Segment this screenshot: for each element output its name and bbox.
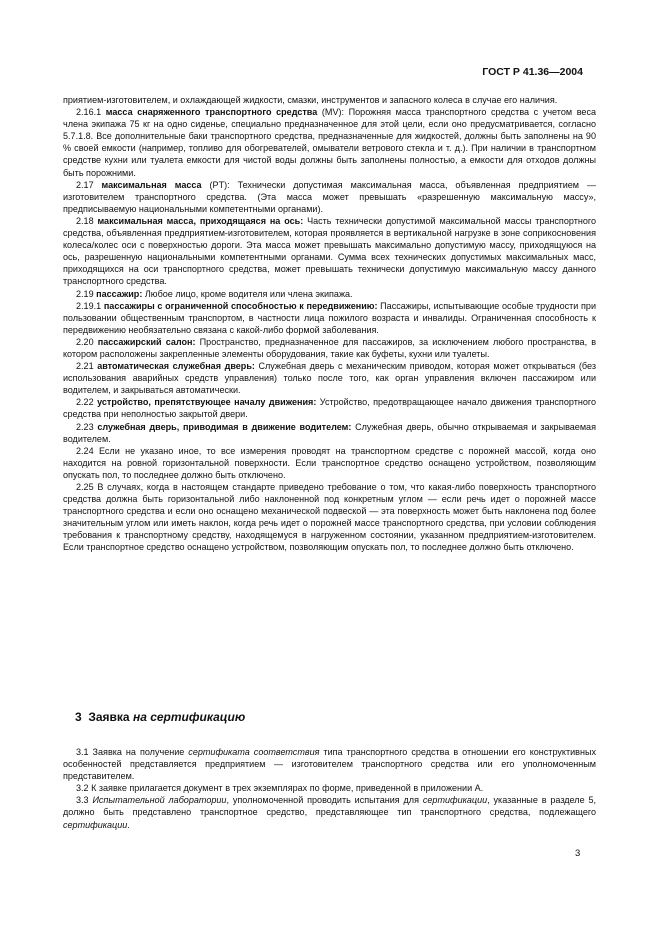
text-run: 3.3 <box>76 795 93 806</box>
defined-term: пассажирский салон: <box>97 336 196 347</box>
text-run: типа транспортного средства в отношении его конструктивных особенностей представляется предприятием — изготовителем транспортного средства или его уполномоченным представителем. <box>63 747 596 782</box>
text-run: 3.1 Заявка на получение <box>76 747 189 757</box>
italic-term: сертификации <box>422 795 488 806</box>
defined-term: пассажиры с ограниченной способностью к передвижению: <box>103 300 378 311</box>
page-number: 3 <box>575 848 581 859</box>
definitions-text <box>63 94 596 554</box>
clause-number: 2.20 <box>76 336 94 347</box>
paragraph-2-20 <box>63 336 596 360</box>
definition-text: Служебная дверь с механическим приводом, которая может открываться (без использования аварийных средств управления) только после того, как орган управления включен пассажиром или водителем, и закрываться автоматически. <box>63 361 596 396</box>
paragraph-2-18 <box>63 215 596 288</box>
section-3-text <box>63 746 596 831</box>
defined-term: максимальная масса, приходящаяся на ось: <box>97 215 304 226</box>
definition-text: Пространство, предназначенное для пассажиров, за исключением любого пространства, в котором расположены закрепленные элементы оборудования, такие как буфеты, кухни или туалеты. <box>63 336 597 359</box>
paragraph-2-19 <box>63 288 596 300</box>
clause-number: 2.19 <box>76 288 94 299</box>
italic-term: сертификации <box>63 819 128 830</box>
section-title-italic: на сертификацию <box>132 710 246 724</box>
paragraph-2-23 <box>63 421 596 445</box>
definition-text: Часть технически допустимой максимальной массы транспортного средства, объявленная предприятием-изготовителем, которая проявляется в вертикальной нагрузке в зоне соприкосновения колеса/колес оси с поверхностью дороги. Эта масса может превышать максимально допустимую массу, приходящуюся на ось, разрешенную национальными компетентными органами. Сумма всех технических допустимых максимальных масс, приходящихся на оси транспортного средства, может превышать технически допустимую максимальную массу данного транспортного средства. <box>63 215 596 287</box>
clause-number: 2.21 <box>76 361 94 372</box>
clause-number: 2.22 <box>76 397 94 408</box>
defined-term: масса снаряженного транспортного средства <box>105 107 318 118</box>
section-title-plain: Заявка <box>88 710 133 724</box>
clause-number: 2.18 <box>76 215 94 226</box>
clause-number: 2.23 <box>76 421 94 432</box>
paragraph-2-16-1 <box>63 106 596 179</box>
paragraph-2-19-1 <box>63 300 596 336</box>
clause-number: 2.16.1 <box>76 107 102 118</box>
definition-text: Пассажиры, испытывающие особые трудности при пользовании общественным транспортом, в частности лица пожилого возраста и инвалиды. Ограниченная способность к передвижению необязательно связана с какой-либо формой заболевания. <box>63 300 596 335</box>
paragraph-continuation: приятием-изготовителем, и охлаждающей жидкости, смазки, инструментов и запасного колеса в случае его наличия. <box>63 95 558 105</box>
section-heading <box>75 710 245 724</box>
document-code-header: ГОСТ Р 41.36—2004 <box>482 66 583 78</box>
italic-term: Испытательной лаборатории <box>92 795 227 806</box>
defined-term: служебная дверь, приводимая в движение водителем: <box>97 421 352 432</box>
italic-term: сертификата соответствия <box>188 747 320 757</box>
paragraph-3-2: 3.2 К заявке прилагается документ в трех экземплярах по форме, приведенной в приложении А. <box>76 783 484 794</box>
paragraph-2-24: 2.24 Если не указано иное, то все измерения проводят на транспортном средстве с порожней массой, когда оно находится на ровной горизонтальной поверхности. Если транспортное средство оснащено устройством, позволяющим опускать пол, то последнее должно быть отключено. <box>63 445 596 480</box>
section-number: 3 <box>75 710 82 724</box>
paragraph-2-21 <box>63 360 596 396</box>
paragraph-3-3 <box>63 794 596 830</box>
defined-term: максимальная масса <box>101 179 202 190</box>
paragraph-2-25: 2.25 В случаях, когда в настоящем стандарте приведено требование о том, что какая-либо поверхность транспортного средства должна быть горизонтальной либо наклоненной под конкретным углом — если речь идет о порожней массе транспортного средства и если оно оснащено механической подвеской — эта поверхность может быть наклонена под более значительным углом или иметь наклон, когда речь идет о порожней массе транспортного средства, при условии соблюдения требования к транспортному средству, находящемуся в нагруженном состоянии, указанном предприятием-изготовителем. Если транспортное средство оснащено устройством, позволяющим опускать пол, то последнее должно быть отключено. <box>63 482 596 553</box>
paragraph-2-17 <box>63 179 596 215</box>
text-run: , уполномоченной проводить испытания для <box>226 795 423 806</box>
definition-text: Любое лицо, кроме водителя или члена экипажа. <box>142 288 353 299</box>
definition-text: (PT): Технически допустимая максимальная масса, объявленная предприятием — изготовителем транспортного средства. (Эта масса может превышать «разрешенную максимальную массу», предписываемую национальными компетентными органами). <box>63 179 596 214</box>
paragraph-3-1 <box>63 746 596 782</box>
paragraph-2-22 <box>63 396 596 420</box>
definition-text: Устройство, предотвращающее начало движения транспортного средства при неполностью закрытой двери. <box>63 397 596 420</box>
defined-term: автоматическая служебная дверь: <box>97 361 255 372</box>
clause-number: 2.17 <box>76 179 94 190</box>
definition-text: (MV): Порожняя масса транспортного средства с учетом веса члена экипажа 75 кг на одно сиденье, специально предназначенное для этой цели, если оно предусматривается, согласно 5.7.1.8. Все дополнительные баки транспортного средства, предназначенные для жидкостей, должны быть заполнены на 90 % своей емкости (например, топливо для обогревателей, омыватели ветрового стекла и т. д.). При наличии в транспортном средстве кухни или туалета емкости для чистой воды должны быть заполнены полностью, а емкости для отходов должны быть порожними. <box>63 107 597 178</box>
defined-term: пассажир: <box>96 288 143 299</box>
defined-term: устройство, препятствующее началу движения: <box>97 397 317 408</box>
text-run: , указанные в разделе 5, должно быть представлено транспортное средство, представляющее тип транспортного средства, подлежащего <box>63 795 597 818</box>
definition-text: Служебная дверь, обычно открываемая и закрываемая водителем. <box>63 421 596 444</box>
text-run: . <box>127 819 130 830</box>
clause-number: 2.19.1 <box>76 300 102 311</box>
